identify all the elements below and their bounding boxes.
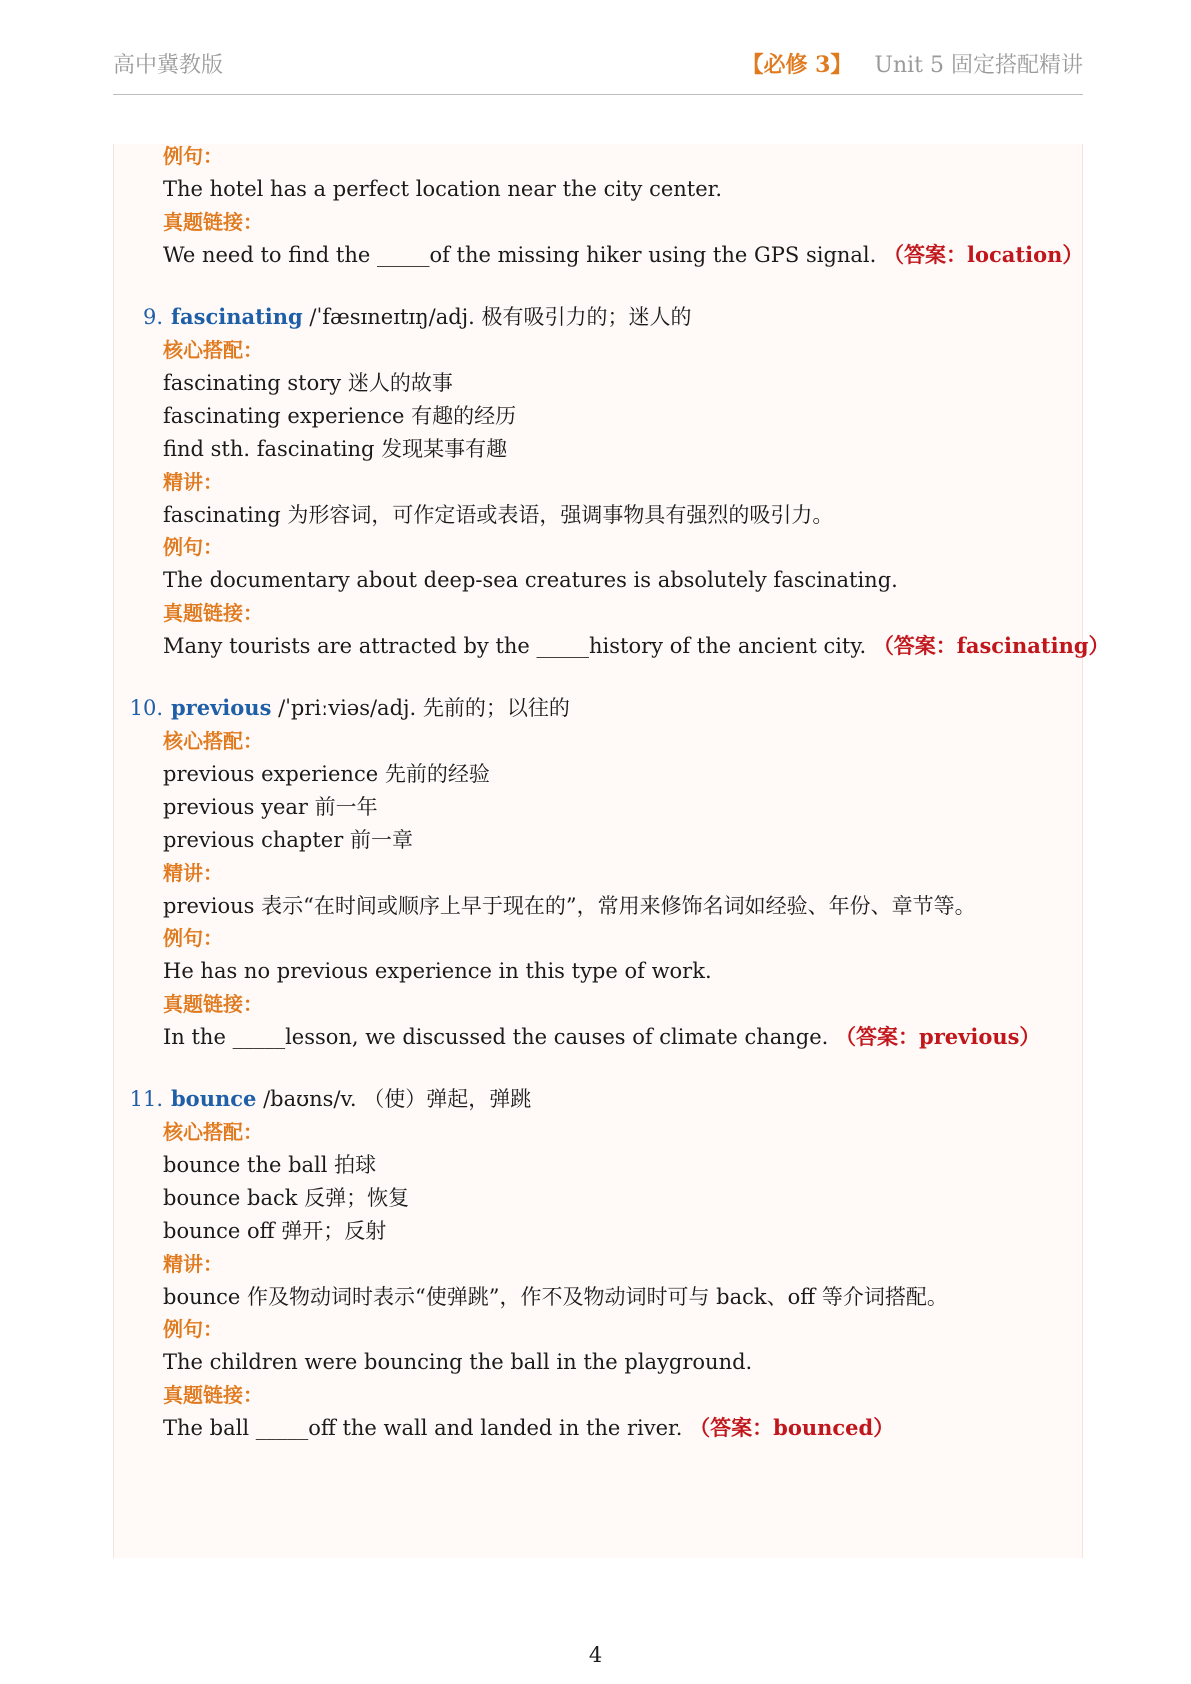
note-label: 精讲： bbox=[163, 1252, 223, 1276]
phrase: fascinating story 迷人的故事 bbox=[163, 371, 453, 395]
exam-question: In the _____lesson, we discussed the causes of climate change. （答案：previous） bbox=[163, 1024, 1041, 1049]
phrase: previous chapter 前一章 bbox=[163, 828, 413, 852]
entry-number: 11. bbox=[129, 1087, 163, 1111]
phrase: bounce back 反弹；恢复 bbox=[163, 1186, 410, 1210]
exam-question: We need to find the _____of the missing hiker using the GPS signal. （答案：location） bbox=[163, 242, 1084, 267]
phrase: fascinating experience 有趣的经历 bbox=[163, 404, 517, 428]
entry-definition: /ˈpriːviəs/adj. 先前的；以往的 bbox=[278, 696, 570, 720]
entry-number: 9. bbox=[142, 305, 163, 329]
phrase: bounce the ball 拍球 bbox=[163, 1153, 377, 1177]
exam-answer: （答案：location） bbox=[883, 242, 1084, 267]
phrase: find sth. fascinating 发现某事有趣 bbox=[163, 437, 508, 461]
core-label: 核心搭配： bbox=[163, 338, 263, 362]
entry-word: previous bbox=[171, 695, 272, 720]
note-text: bounce 作及物动词时表示“使弹跳”，作不及物动词时可与 back、off 等介词搭配。 bbox=[163, 1285, 948, 1309]
phrase: bounce off 弹开；反射 bbox=[163, 1219, 387, 1243]
entry-definition: /ˈfæsɪneɪtɪŋ/adj. 极有吸引力的；迷人的 bbox=[309, 305, 692, 329]
header-title bbox=[741, 48, 1083, 79]
entry-heading bbox=[108, 302, 692, 332]
exam-answer: （答案：previous） bbox=[835, 1024, 1041, 1049]
example-label: 例句： bbox=[163, 926, 223, 950]
exam-label: 真题链接： bbox=[163, 1383, 263, 1407]
entry-word: bounce bbox=[171, 1086, 257, 1111]
example-sentence: The hotel has a perfect location near the city center. bbox=[163, 177, 723, 201]
exam-answer: （答案：fascinating） bbox=[872, 633, 1110, 658]
note-label: 精讲： bbox=[163, 470, 223, 494]
example-label: 例句： bbox=[163, 535, 223, 559]
exam-label: 真题链接： bbox=[163, 210, 263, 234]
entry-word: fascinating bbox=[171, 304, 303, 329]
note-text: previous 表示“在时间或顺序上早于现在的”，常用来修饰名词如经验、年份、章节等。 bbox=[163, 894, 976, 918]
page-header bbox=[113, 44, 1083, 95]
note-text: fascinating 为形容词，可作定语或表语，强调事物具有强烈的吸引力。 bbox=[163, 503, 834, 527]
page-number: 4 bbox=[588, 1643, 603, 1667]
entry-heading bbox=[108, 693, 570, 723]
example-label: 例句： bbox=[163, 1317, 223, 1341]
entry-number: 10. bbox=[129, 696, 163, 720]
entry-heading bbox=[108, 1084, 531, 1114]
example-sentence: The children were bouncing the ball in the playground. bbox=[163, 1350, 753, 1374]
phrase: previous year 前一年 bbox=[163, 795, 378, 819]
header-textbook: 高中冀教版 bbox=[113, 53, 224, 78]
header-badge: 【必修 3】 bbox=[741, 52, 853, 78]
phrase: previous experience 先前的经验 bbox=[163, 762, 490, 786]
entry-definition: /baʊns/v. （使）弹起，弹跳 bbox=[263, 1087, 532, 1111]
note-label: 精讲： bbox=[163, 861, 223, 885]
core-label: 核心搭配： bbox=[163, 1120, 263, 1144]
header-unit: Unit 5 固定搭配精讲 bbox=[874, 53, 1083, 78]
exam-question: Many tourists are attracted by the _____history of the ancient city. （答案：fascinating） bbox=[163, 633, 1110, 658]
exam-question: The ball _____off the wall and landed in the river. （答案：bounced） bbox=[163, 1415, 895, 1440]
example-label: 例句： bbox=[163, 144, 223, 168]
example-sentence: The documentary about deep-sea creatures is absolutely fascinating. bbox=[163, 568, 898, 592]
exam-answer: （答案：bounced） bbox=[689, 1415, 895, 1440]
example-sentence: He has no previous experience in this type of work. bbox=[163, 959, 712, 983]
core-label: 核心搭配： bbox=[163, 729, 263, 753]
exam-label: 真题链接： bbox=[163, 992, 263, 1016]
exam-label: 真题链接： bbox=[163, 601, 263, 625]
